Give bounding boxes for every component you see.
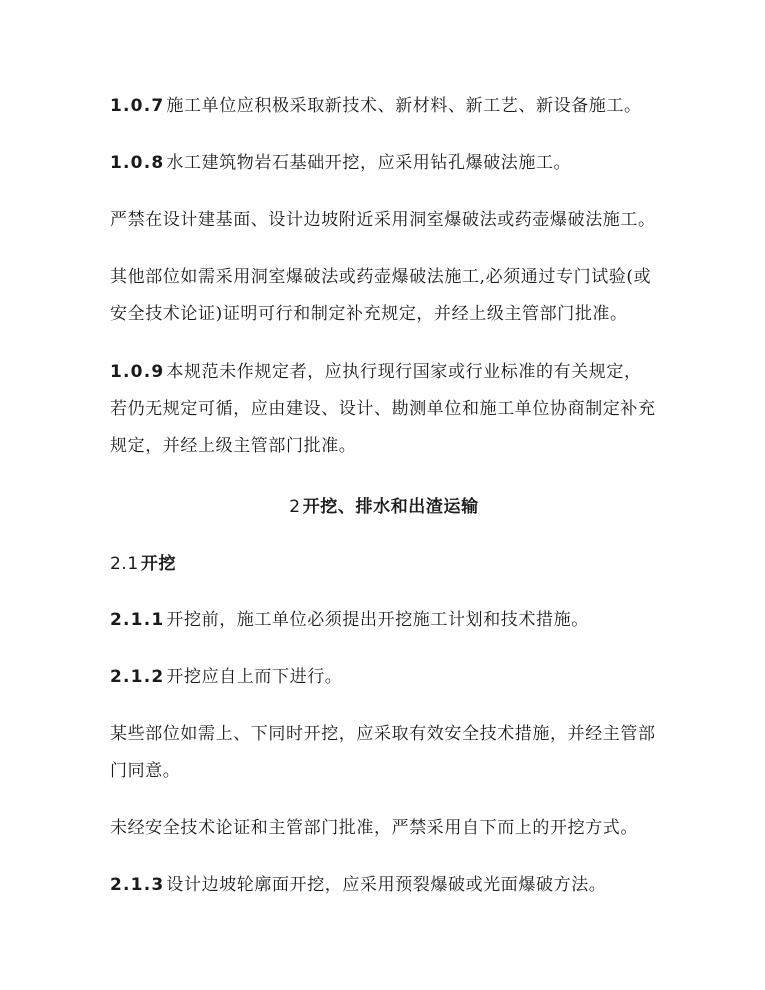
clause-2-1-3 <box>110 867 658 904</box>
clause-number: 2.1.1 <box>110 610 165 630</box>
chapter-number: 2 <box>289 497 301 517</box>
clause-2-1-1 <box>110 602 658 639</box>
clause-text: 开挖前，施工单位必须提出开挖施工计划和技术措施。 <box>166 610 589 630</box>
clause-number: 1.0.9 <box>110 362 165 382</box>
paragraph-text: 其他部位如需采用洞室爆破法或药壶爆破法施工,必须通过专门试验(或安全技术论证)证明可行和制定补充规定，并经上级主管部门批准。 <box>110 267 652 324</box>
chapter-title: 开挖、排水和出渣运输 <box>302 497 479 517</box>
clause-1-0-7 <box>110 88 658 125</box>
paragraph-text: 严禁在设计建基面、设计边坡附近采用洞室爆破法或药壶爆破法施工。 <box>110 210 656 230</box>
clause-2-1-2 <box>110 659 658 696</box>
clause-text: 开挖应自上而下进行。 <box>166 667 343 687</box>
clause-1-0-9 <box>110 354 658 465</box>
paragraph-simultaneous-excavation <box>110 716 658 790</box>
paragraph-bottom-up-prohibition <box>110 810 658 847</box>
chapter-heading <box>110 489 658 526</box>
clause-number: 1.0.7 <box>110 96 165 116</box>
section-title: 开挖 <box>140 554 177 574</box>
section-number: 2.1 <box>110 554 139 574</box>
clause-text: 本规范未作规定者，应执行现行国家或行业标准的有关规定，若仍无规定可循，应由建设、设计、勘测单位和施工单位协商制定补充规定，并经上级主管部门批准。 <box>110 362 656 456</box>
paragraph-other-parts <box>110 259 658 333</box>
paragraph-text: 未经安全技术论证和主管部门批准，严禁采用自下而上的开挖方式。 <box>110 818 638 838</box>
clause-number: 2.1.2 <box>110 667 165 687</box>
clause-text: 施工单位应积极采取新技术、新材料、新工艺、新设备施工。 <box>166 96 642 116</box>
clause-1-0-8 <box>110 145 658 182</box>
section-heading <box>110 546 658 583</box>
clause-number: 1.0.8 <box>110 153 165 173</box>
clause-text: 水工建筑物岩石基础开挖，应采用钻孔爆破法施工。 <box>166 153 572 173</box>
clause-number: 2.1.3 <box>110 875 165 895</box>
clause-text: 设计边坡轮廓面开挖，应采用预裂爆破或光面爆破方法。 <box>166 875 607 895</box>
paragraph-prohibition <box>110 202 658 239</box>
paragraph-text: 某些部位如需上、下同时开挖，应采取有效安全技术措施，并经主管部门同意。 <box>110 724 656 781</box>
